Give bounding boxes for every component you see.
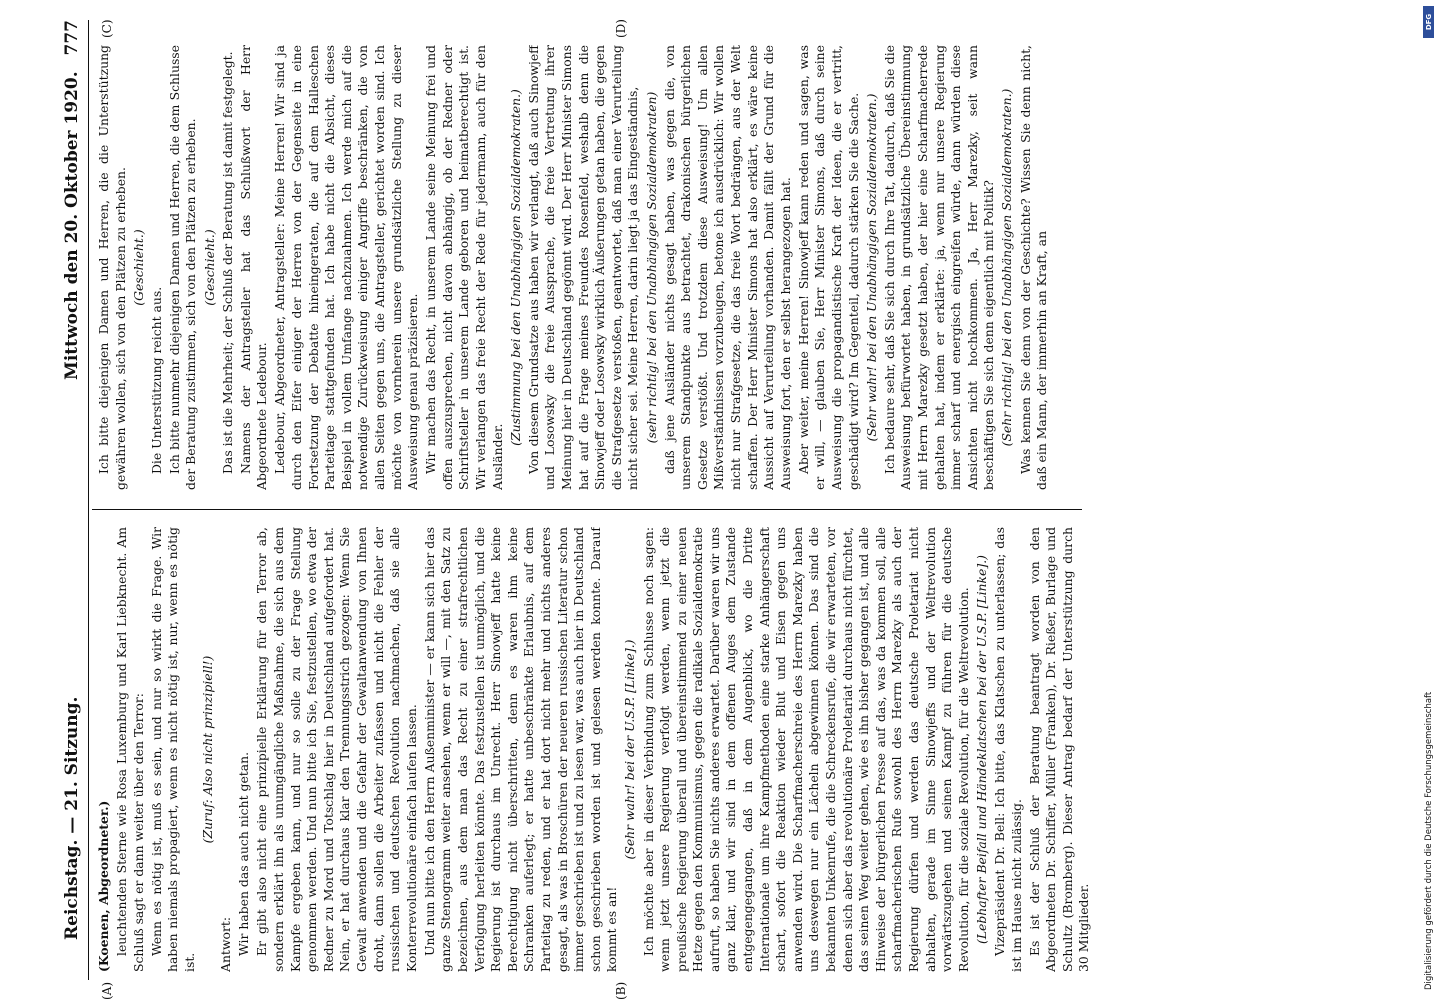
paragraph: daß jene Ausländer nichts gesagt haben, was gegen die, von unserem Standpunkte aus betrachtet, drakonischen bürgerlichen Gesetze verstößt. Und trotzdem diese Ausweisung! Um allen Mißverständnissen vorzubeugen, betone ich ausdrücklich: Wir wollen nicht nur Strafgesetze, die das freie Wort bedrängen, aus der Welt schaffen. Der Herr Minister Simons hat also erklärt, es wäre keine Aussicht auf Verurteilung vorhanden. Damit fällt der Grund für die Ausweisung fort, den er selbst herangezogen hat. <box>661 45 793 490</box>
speech-paragraph: Ledebour, Abgeordneter, Antragsteller: Meine Herren! Wir sind ja durch den Eifer einiger der Herren von der Gegenseite in eine Fortsetzung der Debatte hineingeraten, die auf dem Halleschen Parteitage stattgefunden hat. Ich habe nicht die Absicht, dieses Beispiel in vollem Umfange nachzuahmen. Ich werde mich auf die notwendige Zurückweisung einiger Angriffe beschränken, die von allen Seiten gegen uns, die Antragsteller, gerichtet worden sind. Ich möchte von vornherein unsere grundsätzliche Stellung zu dieser Ausweisung genau präzisieren. <box>272 45 421 490</box>
paragraph: Ich bitte diejenigen Damen und Herren, die die Unterstützung gewähren wollen, sich von den Plätzen zu erheben. <box>96 45 128 490</box>
paragraph: Das ist die Mehrheit; der Schluß der Beratung ist damit festgelegt. <box>219 51 235 474</box>
interjection: (Zuruf: Also nicht prinzipiell!) <box>200 655 216 844</box>
margin-mark-a: (A) <box>100 981 114 1000</box>
interjection: (Lebhafter Beifall und Händeklatschen bei der U.S.P. [Linke].) <box>973 555 989 945</box>
paragraph: Von diesem Grundsatze aus haben wir verlangt, daß auch Sinowjeff und Losowsky die freie Aussprache, die freie Vertretung ihrer Meinung hier in Deutschland gegönnt wird. Der Herr Minister Simons hat auf die Frage meines Freundes Rosenfeld, weshalb denn die Sinowjeff oder Losowsky wirklich Äußerungen getan haben, die gegen die Strafgesetze verstoßen, geantwortet, daß man einer Verurteilung nicht sicher sei. Meine Herren, darin liegt ja das Eingeständnis, <box>525 45 641 490</box>
interjection: (Sehr wahr! bei den Unabhängigen Sozialdemokraten.) <box>863 93 879 442</box>
right-column <box>96 45 1106 490</box>
digitization-note-text: Digitalisierung gefördert durch die Deutsche Forschungsgemeinschaft <box>1424 691 1434 990</box>
quote-paragraph: Wir haben das auch nicht getan. <box>236 751 252 956</box>
header-left: Reichstag. — 21. Sitzung. <box>62 696 82 940</box>
interjection: (Sehr richtig! bei den Unabhängigen Sozialdemokraten.) <box>999 88 1015 447</box>
margin-mark-d: (D) <box>614 19 628 38</box>
left-column <box>96 527 1106 972</box>
paragraph: Er gibt also nicht eine prinzipielle Erklärung für den Terror ab, sondern erklärt ihn als unumgängliche Maßnahme, die sich aus dem Kampfe ergeben kann, und nur so solle zu der Frage Stellung genommen werden. Und nun bitte ich Sie, festzustellen, wo etwa der Redner zu Mord und Totschlag hier in Deutschland aufgefordert hat. Nein, er hat durchaus klar den Trennungsstrich gezogen: Wenn Sie Gewalt anwenden und die Gefahr der Gewaltanwendung von Ihnen droht, dann sollen die Arbeiter zufassen und nicht die Fehler der russischen und deutschen Revolution nachmachen, daß sie alle Konterrevolutionäre einfach laufen lassen. <box>254 527 419 972</box>
paragraph: Wir machen das Recht, in unserem Lande seine Meinung frei und offen auszusprechen, nicht davon abhängig, ob der Redner oder Schriftsteller in unserem Lande geboren und heimatberechtigt ist. Wir verlangen das freie Recht der Rede für jedermann, auch für den Ausländer. <box>423 45 505 490</box>
paragraph: Aber weiter, meine Herren! Sinowjeff kann reden und sagen, was er will, — glauben Sie, Herr Minister Simons, daß durch seine Ausweisung die propagandistische Kraft der Ideen, die er vertritt, geschädigt wird? Im Gegenteil, dadurch stärken Sie die Sache. <box>795 45 861 490</box>
interjection: (sehr richtig! bei den Unabhängigen Sozialdemokraten) <box>643 91 659 444</box>
speaker-heading: (Koenen, Abgeordneter.) <box>96 800 111 972</box>
paragraph: Und nun bitte ich den Herrn Außenminister — er kann sich hier das ganze Stenogramm weiter ansehen, wenn er will —, mit den Satz zu bezeichnen, aus dem man das Recht zu einer strafrechtlichen Verfolgung herleiten könnte. Das festzustellen ist unmöglich, und die Regierung ist durchaus im Unrecht. Herr Sinowjeff hatte keine Berechtigung nicht überschritten, denn es waren ihm keine Schranken auferlegt; er hatte unbeschränkte Erlaubnis, auf dem Parteitag zu reden, und er hat dort nicht mehr und nichts anderes gesagt, als was in Broschüren der neueren russischen Literatur schon immer geschrieben ist und zu lesen war, was auch hier in Deutschland schon geschrieben worden ist und gelesen werden konnte. Darauf kommt es an! <box>421 527 620 972</box>
column-divider <box>92 509 1082 510</box>
page-number: 777 <box>62 20 82 56</box>
paragraph: Die Unterstützung reicht aus. <box>148 286 164 474</box>
header-date: Mittwoch den 20. Oktober 1920. <box>62 71 82 380</box>
interjection: (Geschieht.) <box>130 229 146 306</box>
paragraph: Vizepräsident Dr. Bell: Ich bitte, das Klatschen zu unterlassen; das ist im Hause nicht zulässig. <box>991 527 1024 972</box>
paragraph: Was kennen Sie denn von der Geschichte? Wissen Sie denn nicht, daß ein Mann, der immerhin an Kraft, an <box>1017 45 1050 490</box>
paragraph: Antwort: <box>218 916 234 972</box>
header-rule <box>88 20 89 980</box>
interjection: (Sehr wahr! bei der U.S.P. [Linke].) <box>622 639 638 860</box>
paragraph: Ich möchte aber in dieser Verbindung zum Schlusse noch sagen: wenn jetzt unsere Regierung verfolgt werden, wenn jetzt die preußische Regierung überall und übereinstimmend zu einer neuen Hetze gegen den Kommunismus, gegen die radikale Sozialdemokratie aufruft, so haben Sie nichts anderes erwartet. Darüber waren wir uns ganz klar, und wir sind in dem offenen Auges dem Zustande entgegengegangen, daß in dem Augenblick, wo die Dritte Internationale um ihre Kampfmethoden eine starke Anhängerschaft schart, sofort die Reaktion wieder Blut und Eisen gegen uns anwenden wird. Die Scharfmacherschreie des Herrn Marezky haben uns deswegen nur ein Lächeln abgewinnen können. Das sind die bekannten Unkenrufe, die die Schreckensrufe, die wir erwarteten, vor denen sich aber das revolutionäre Proletariat durchaus nicht fürchtet, das seinen Weg weiter gehen, wie es ihn bisher gegangen ist, und alle Hinweise der bürgerlichen Presse auf das, was da kommen soll, alle scharfmacherischen Rufe sowohl des Herrn Marezky als auch der Regierung dürfen und werden das deutsche Proletariat nicht abhalten, gerade im Sinne Sinowjeffs und der Weltrevolution vorwärtszugehen und seinen Kampf zu führen für die deutsche Revolution, für die soziale Revolution, für die Weltrevolution. <box>640 527 971 972</box>
digitization-note <box>1422 0 1434 1000</box>
dfg-logo-text: DFG <box>1425 13 1433 31</box>
paragraph: Namens der Antragsteller hat das Schlußwort der Herr Abgeordnete Ledebour. <box>237 45 270 490</box>
paragraph: Ich bitte nunmehr diejenigen Damen und Herren, die dem Schlusse der Beratung zustimmen, sich von den Plätzen zu erheben. <box>166 45 199 490</box>
paragraph: Es ist der Schluß der Beratung beantragt worden von den Abgeordneten Dr. Schiffer, Müller (Franken), Dr. Rießer, Burlage und Schultz (Bromberg). Dieser Antrag bedarf der Unterstützung durch 30 Mitglieder. <box>1026 527 1092 972</box>
quote-paragraph: Wenn es nötig ist, muß es sein, und nur so wirkt die Frage. Wir haben niemals propagiert, wenn es nicht nötig ist, nur, wenn es nötig ist. <box>148 527 197 972</box>
paragraph: leuchtenden Sterne wie Rosa Luxemburg und Karl Liebknecht. Am Schluß sagt er dann weiter über den Terror: <box>114 527 146 972</box>
paragraph: Ich bedaure sehr, daß Sie sich durch Ihre Tat, dadurch, daß Sie die Ausweisung befürwortet haben, in grundsätzliche Übereinstimmung mit Herrn Marezky gesetzt haben, der hier eine Scharfmacherrede gehalten hat, indem er erklärte: ja, wenn nur unsere Regierung immer scharf und energisch eingreifen würde, dann würden diese Ansichten nicht hochkommen. Ja, Herr Marezky, seit wann beschäftigen Sie sich denn eigentlich mit Politik? <box>881 45 997 490</box>
dfg-logo <box>1423 6 1434 38</box>
interjection: (Zustimmung bei den Unabhängigen Sozialdemokraten.) <box>507 89 523 446</box>
interjection: (Geschieht.) <box>201 229 217 306</box>
margin-mark-b: (B) <box>614 981 628 1000</box>
margin-mark-c: (C) <box>100 19 114 38</box>
